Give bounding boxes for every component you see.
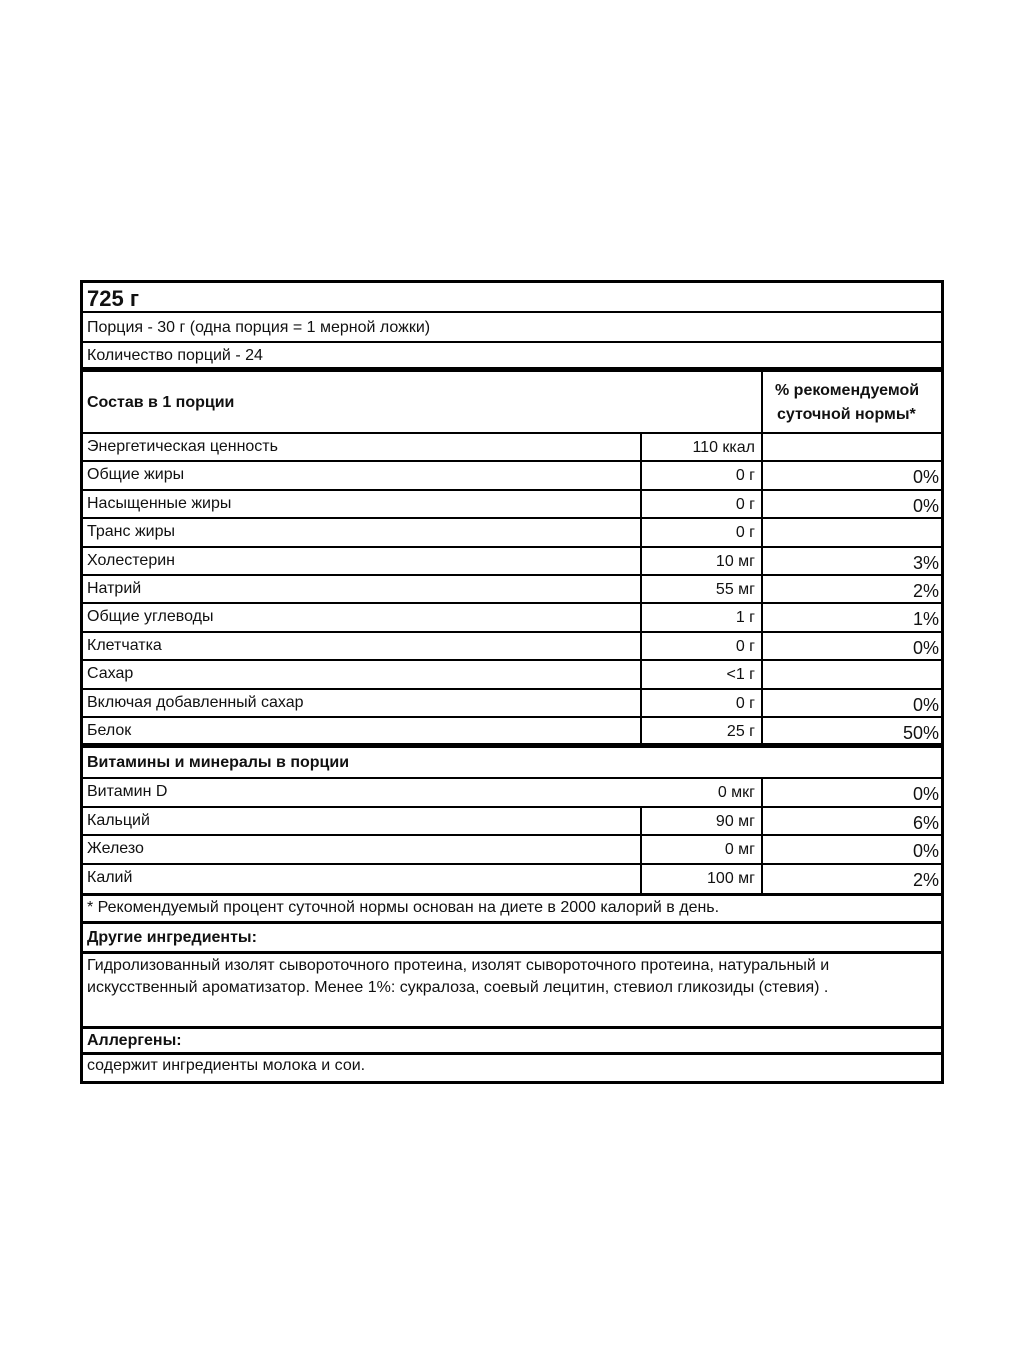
nutrient-name: Клетчатка	[87, 636, 162, 654]
nutrient-daily-value: 0%	[912, 841, 939, 861]
divider	[83, 1026, 941, 1029]
divider	[83, 341, 941, 343]
servings-count: Количество порций - 24	[87, 347, 263, 364]
nutrient-name: Энергетическая ценность	[87, 438, 278, 455]
column-divider	[640, 661, 642, 689]
column-divider	[640, 836, 642, 865]
nutrient-name: Витамин D	[87, 783, 168, 800]
nutrient-name: Насыщенные жиры	[87, 494, 232, 512]
thick-divider	[83, 743, 941, 748]
column-divider	[640, 808, 642, 837]
nutrient-daily-value: 1%	[912, 609, 939, 630]
table-row	[83, 633, 941, 661]
nutrient-amount: 110 ккал	[692, 439, 755, 456]
nutrient-name: Общие жиры	[87, 466, 185, 484]
divider	[83, 893, 941, 896]
column-divider	[761, 462, 763, 490]
nutrient-amount: 25 г	[726, 723, 755, 740]
allergens-text: содержит ингредиенты молока и сои.	[87, 1057, 366, 1074]
table-row	[83, 690, 941, 718]
nutrient-amount: 90 мг	[715, 812, 755, 830]
allergens-title: Аллергены:	[87, 1032, 182, 1049]
divider	[83, 1052, 941, 1055]
table-row	[83, 808, 941, 837]
column-divider	[761, 576, 763, 604]
nutrient-amount: 0 г	[735, 694, 755, 712]
table-row	[83, 491, 941, 519]
column-divider	[640, 462, 642, 490]
footnote: * Рекомендуемый процент суточной нормы основан на диете в 2000 калорий в день.	[87, 899, 720, 916]
dv-header-line2: суточной нормы*	[777, 406, 916, 423]
table-row	[83, 462, 941, 490]
nutrient-amount: 0 мг	[724, 841, 755, 858]
nutrient-name: Калий	[87, 868, 133, 886]
nutrient-daily-value: 0%	[912, 495, 939, 516]
nutrient-name: Включая добавленный сахар	[87, 693, 304, 711]
nutrient-name: Холестерин	[87, 551, 175, 569]
column-divider	[640, 865, 642, 894]
table-row	[83, 548, 941, 576]
nutrient-daily-value: 0%	[912, 637, 939, 658]
column-divider	[761, 519, 763, 547]
nutrient-name: Сахар	[87, 665, 134, 683]
table-row	[83, 519, 941, 547]
nutrient-daily-value: 0%	[912, 467, 939, 488]
nutrient-daily-value: 0%	[912, 784, 939, 804]
nutrition-label	[80, 280, 944, 1084]
table-row	[83, 865, 941, 894]
column-divider	[640, 519, 642, 547]
nutrient-daily-value: 50%	[902, 723, 939, 743]
nutrient-amount: 10 мг	[715, 552, 755, 570]
nutrient-daily-value: 6%	[912, 812, 939, 833]
nutrient-amount: 0 г	[735, 637, 755, 655]
ingredients-title: Другие ингредиенты:	[87, 929, 257, 946]
nutrient-name: Транс жиры	[87, 523, 175, 541]
ingredients-line1: Гидролизованный изолят сывороточного протеина, изолят сывороточного протеина, натуральный и	[87, 957, 830, 974]
nutrient-daily-value: 0%	[912, 694, 939, 715]
nutrient-amount: 1 г	[735, 609, 755, 627]
table-row	[83, 779, 941, 808]
nutrient-amount: 55 мг	[715, 581, 755, 598]
divider	[83, 921, 941, 924]
nutrient-amount: 100 мг	[707, 869, 755, 887]
nutrient-name: Кальций	[87, 811, 150, 829]
nutrient-name: Железо	[87, 840, 144, 857]
column-divider	[761, 604, 763, 632]
column-divider	[761, 865, 763, 894]
column-divider	[761, 836, 763, 865]
column-divider	[761, 779, 763, 808]
table-row	[83, 604, 941, 632]
table-row	[83, 576, 941, 604]
nutrient-daily-value: 3%	[912, 552, 939, 573]
column-divider	[761, 372, 763, 434]
table-row	[83, 836, 941, 865]
divider	[83, 951, 941, 954]
nutrient-amount: 0 г	[735, 495, 755, 513]
dv-header-line1: % рекомендуемой	[775, 382, 920, 399]
package-weight: 725 г	[87, 286, 139, 311]
nutrient-daily-value: 2%	[912, 869, 939, 890]
column-divider	[761, 491, 763, 519]
column-divider	[640, 548, 642, 576]
divider	[83, 311, 941, 313]
serving-size: Порция - 30 г (одна порция = 1 мерной ложки)	[87, 319, 431, 336]
table-row	[83, 661, 941, 689]
nutrient-amount: 0 г	[735, 467, 755, 485]
nutrient-name: Общие углеводы	[87, 608, 214, 626]
nutrient-name: Белок	[87, 722, 132, 739]
column-divider	[761, 633, 763, 661]
nutrient-amount: 0 г	[735, 524, 755, 542]
vitamins-title: Витамины и минералы в порции	[87, 754, 350, 771]
nutrient-amount: <1 г	[726, 666, 755, 684]
composition-title: Состав в 1 порции	[87, 394, 235, 411]
column-divider	[640, 690, 642, 718]
column-divider	[761, 661, 763, 689]
nutrient-name: Натрий	[87, 580, 142, 597]
ingredients-line2: искусственный ароматизатор. Менее 1%: сукралоза, соевый лецитин, стевиол гликозиды (стевия) .	[87, 979, 829, 996]
column-divider	[640, 633, 642, 661]
column-divider	[640, 491, 642, 519]
thick-divider	[83, 367, 941, 372]
column-divider	[640, 576, 642, 604]
nutrient-amount: 0 мкг	[717, 784, 755, 801]
column-divider	[761, 548, 763, 576]
table-row	[83, 434, 941, 462]
nutrient-daily-value: 2%	[912, 581, 939, 601]
column-divider	[761, 434, 763, 462]
column-divider	[761, 690, 763, 718]
column-divider	[761, 808, 763, 837]
column-divider	[640, 604, 642, 632]
column-divider	[640, 434, 642, 462]
